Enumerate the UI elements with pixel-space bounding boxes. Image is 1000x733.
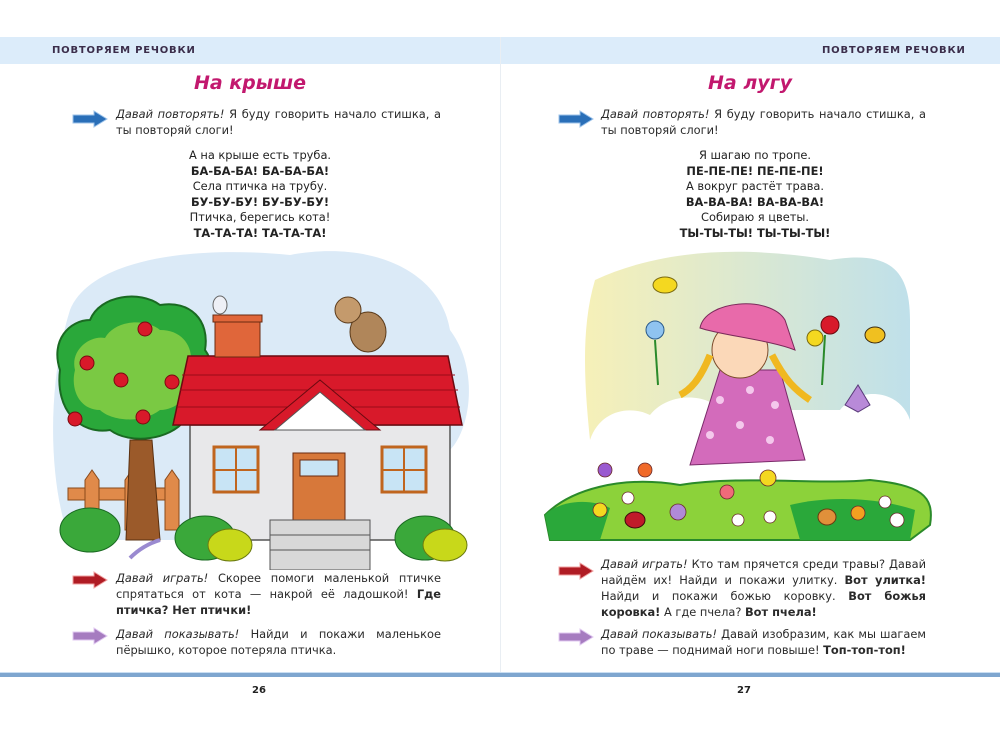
poem-line: Собираю я цветы. [701,210,809,225]
arrow-repeat-icon [72,110,108,128]
poem-line: БУ-БУ-БУ! БУ-БУ-БУ! [190,194,330,209]
show-left: Давай показывать! Найди и покажи маленькое пёрышко, которое потеряла птичка. [116,627,442,657]
poem-line: Села птичка на трубу. [192,179,328,194]
arrow-play-icon [72,571,108,589]
intro-left: Давай повторять! Я буду говорить начало стишка, а ты повторяй слоги! [116,107,442,137]
section-label-right: ПОВТОРЯЕМ РЕЧОВКИ [822,45,966,56]
meadow-illustration [540,240,970,560]
poem-line: ПЕ-ПЕ-ПЕ! ПЕ-ПЕ-ПЕ! [686,163,824,178]
poem-line: Я шагаю по тропе. [698,148,812,162]
house-illustration [30,240,490,570]
show-right: Давай показывать! Давай изобразим, как мы шагаем по траве — поднимай ноги повыше! Топ-топ-топ! [601,627,927,657]
section-label-left: ПОВТОРЯЕМ РЕЧОВКИ [52,45,196,56]
footer-rule [0,672,1000,677]
arrow-show-icon [558,628,594,646]
page-title-left: На крыше [193,72,307,94]
play-right: Давай играть! Кто там прячется среди травы? Давай найдём их! Найди и покажи улитку. Вот улитка! Найди и покажи божью коровку. Вот божья коровка! А где пчела? Вот пчела! [601,557,927,619]
poem-line: ТЫ-ТЫ-ТЫ! ТЫ-ТЫ-ТЫ! [679,225,831,240]
poem-line: ВА-ВА-ВА! ВА-ВА-ВА! [685,194,825,209]
page-spine [500,37,501,677]
poem-line: А на крыше есть труба. [188,148,332,162]
page-title-right: На лугу [708,72,792,94]
poem-line: А вокруг растёт трава. [685,179,825,194]
arrow-repeat-icon [558,110,594,128]
page-number-left: 26 [252,685,266,696]
page-number-right: 27 [737,685,751,696]
poem-line: ТА-ТА-ТА! ТА-ТА-ТА! [193,225,327,240]
arrow-show-icon [72,627,108,645]
poem-line: Птичка, берегись кота! [189,210,331,225]
arrow-play-icon [558,562,594,580]
intro-right: Давай повторять! Я буду говорить начало стишка, а ты повторяй слоги! [601,107,927,137]
poem-line: БА-БА-БА! БА-БА-БА! [190,163,330,178]
play-left: Давай играть! Скорее помоги маленькой птичке спрятаться от кота — накрой её ладошкой! Где птичка? Нет птички! [116,571,441,617]
poem-right [650,148,860,242]
poem-left [160,148,360,242]
